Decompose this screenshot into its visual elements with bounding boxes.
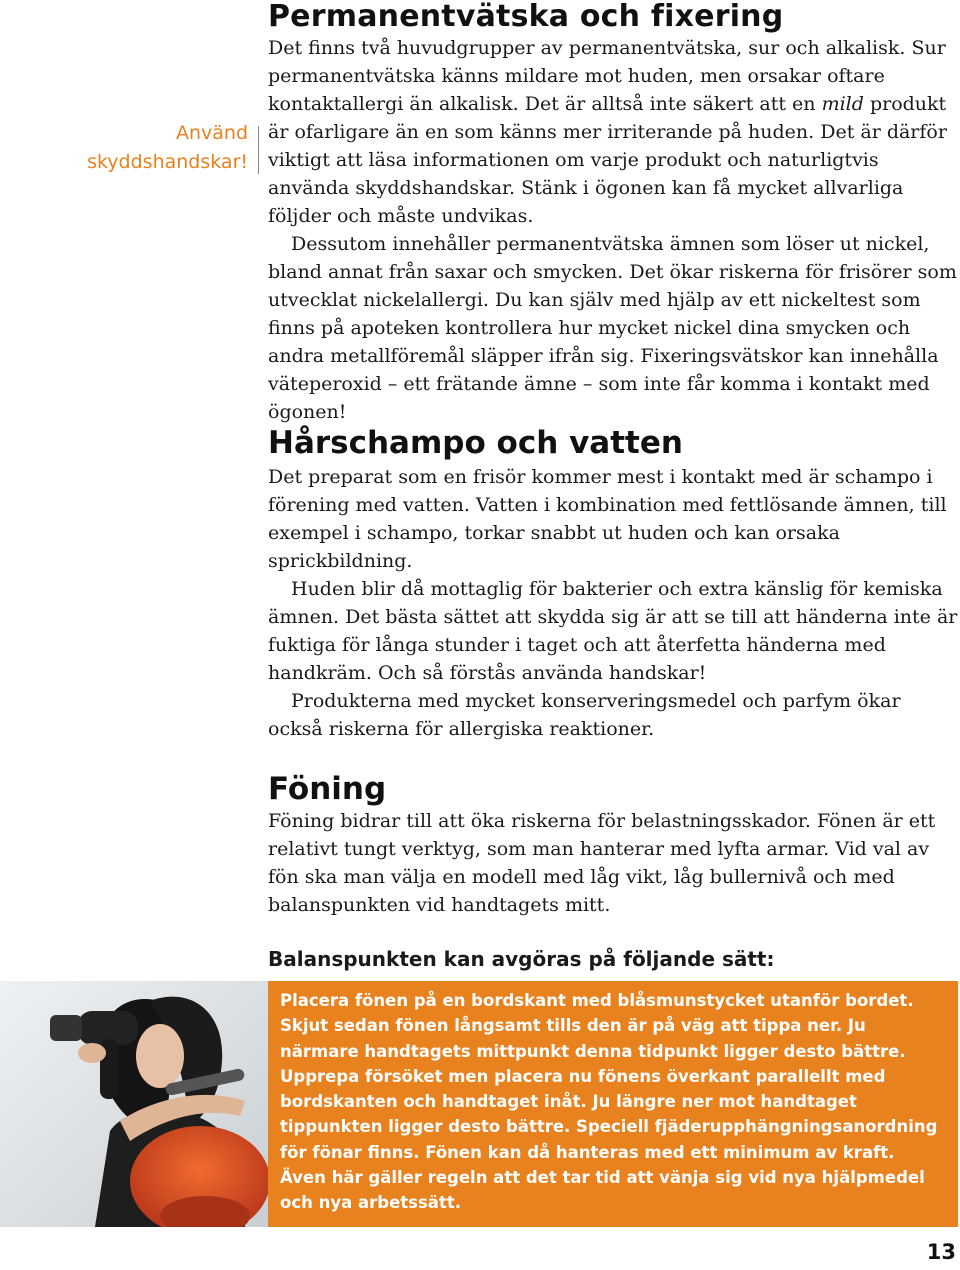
page-number: 13 <box>926 1240 956 1264</box>
paragraph: Huden blir då mottaglig för bakterier och extra känslig för kemiska ämnen. Det bästa sättet att skydda sig är att se till att händerna inte är fuktiga för långa stunder i taget och att återfetta händerna med handkräm. Och så förstås använda handskar! <box>268 578 958 684</box>
balance-subheading-wrap <box>268 946 958 972</box>
emphasis: mild <box>821 93 864 115</box>
paragraph: Föning bidrar till att öka riskerna för belastningsskador. Fönen är ett relativt tungt verktyg, som man hanterar med lyfta armar. Vid val av fön ska man välja en modell med låg vikt, låg bullernivå och med balanspunkten vid handtagets mitt. <box>268 810 936 916</box>
section-foning <box>268 771 958 919</box>
section-title-permanent: Permanentvätska och fixering <box>268 0 784 34</box>
section-body-foning <box>268 807 958 919</box>
sidenote <box>60 119 248 177</box>
section-body-shampoo <box>268 463 958 743</box>
balance-callout: Placera fönen på en bordskant med blåsmunstycket utanför bordet. Skjut sedan fönen långsamt tills den är på väg att tippa ner. Ju närmare handtagets mittpunkt denna tidpunkt ligger desto bättre. Upprepa försöket men placera nu fönens överkant parallellt med bordskanten och handtaget inåt. Ju längre ner mot handtaget tippunkten ligger desto bättre. Speciell fjäderupphängningsanordning för fönar finns. Fönen kan då hanteras med ett minimum av kraft. Även här gäller regeln att det tar tid att vänja sig vid nya hjälpmedel och nya arbetssätt. <box>268 981 958 1227</box>
section-title-foning: Föning <box>268 771 387 807</box>
text-run: produkt är ofarligare än en som känns mer irriterande på huden. Det är därför viktigt att läsa informationen om varje produkt och naturligtvis använda skyddshandskar. Stänk i ögonen kan få mycket allvarliga följder och måste undvikas. <box>268 93 947 227</box>
paragraph: Det preparat som en frisör kommer mest i kontakt med är schampo i förening med vatten. Vatten i kombination med fettlösande ämnen, till exempel i schampo, torkar snabbt ut huden och kan orsaka sprickbildning. <box>268 466 947 572</box>
section-shampoo <box>268 425 958 743</box>
balance-subheading: Balanspunkten kan avgöras på följande sätt: <box>268 947 775 971</box>
sidenote-line-2: skyddshandskar! <box>87 151 248 173</box>
section-body-permanent <box>268 34 958 426</box>
hairdresser-photo <box>0 981 268 1227</box>
sidenote-divider <box>258 126 259 174</box>
sidenote-line-1: Använd <box>175 122 248 144</box>
paragraph <box>268 34 958 230</box>
section-permanent <box>268 0 958 426</box>
hairdresser-illustration <box>0 981 268 1227</box>
text-run: Det finns två huvudgrupper av permanentvätska, sur och alkalisk. Sur permanentvätska känns mildare mot huden, men orsakar oftare kontaktallergi än alkalisk. Det är alltså inte säkert att en <box>268 37 946 115</box>
section-title-shampoo: Hårschampo och vatten <box>268 425 683 461</box>
paragraph: Produkterna med mycket konserveringsmedel och parfym ökar också riskerna för allergiska reaktioner. <box>268 690 901 740</box>
paragraph: Dessutom innehåller permanentvätska ämnen som löser ut nickel, bland annat från saxar och smycken. Det ökar riskerna för frisörer som utvecklat nickelallergi. Du kan själv med hjälp av ett nickeltest som finns på apoteken kontrollera hur mycket nickel dina smycken och andra metallföremål släpper ifrån sig. Fixeringsvätskor kan innehålla väteperoxid – ett frätande ämne – som inte får komma i kontakt med ögonen! <box>268 233 957 423</box>
